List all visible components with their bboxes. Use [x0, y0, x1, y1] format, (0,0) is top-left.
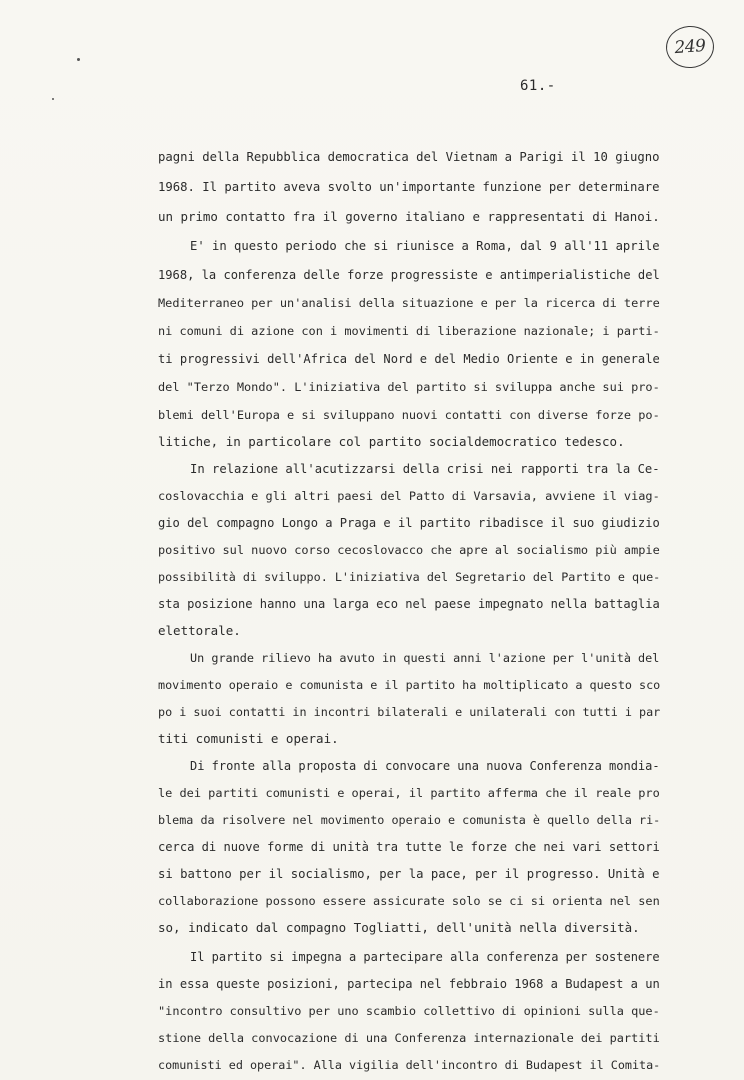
text-line: cerca di nuove forme di unità tra tutte le forze che nei vari settori [158, 840, 660, 854]
text-line: Mediterraneo per un'analisi della situazione e per la ricerca di terre [158, 296, 660, 310]
text-line: ni comuni di azione con i movimenti di liberazione nazionale; i parti- [158, 324, 660, 338]
text-line: In relazione all'acutizzarsi della crisi nei rapporti tra la Ce- [190, 462, 660, 476]
text-line: coslovacchia e gli altri paesi del Patto di Varsavia, avviene il viag- [158, 489, 660, 503]
text-line: Il partito si impegna a partecipare alla conferenza per sostenere [190, 950, 660, 964]
text-line: ti progressivi dell'Africa del Nord e del Medio Oriente e in generale [158, 352, 660, 366]
text-line: comunisti ed operai". Alla vigilia dell'incontro di Budapest il Comita- [158, 1058, 661, 1072]
archive-number-stamp: 249 [665, 24, 716, 69]
text-line: po i suoi contatti in incontri bilaterali e unilaterali con tutti i par [158, 705, 661, 719]
page-number: 61.- [520, 78, 556, 94]
text-line: le dei partiti comunisti e operai, il partito afferma che il reale pro [158, 786, 660, 800]
text-line: so, indicato dal compagno Togliatti, dell'unità nella diversità. [158, 920, 640, 935]
text-line: gio del compagno Longo a Praga e il partito ribadisce il suo giudizio [158, 516, 660, 530]
text-line: del "Terzo Mondo". L'iniziativa del partito si sviluppa anche sui pro- [158, 380, 660, 394]
text-line: sta posizione hanno una larga eco nel paese impegnato nella battaglia [158, 597, 660, 611]
text-line: blemi dell'Europa e si sviluppano nuovi contatti con diverse forze po- [158, 408, 660, 422]
text-line: titi comunisti e operai. [158, 731, 339, 746]
text-line: positivo sul nuovo corso cecoslovacco che apre al socialismo più ampie [158, 543, 660, 557]
text-line: pagni della Repubblica democratica del Vietnam a Parigi il 10 giugno [158, 150, 660, 164]
text-line: Un grande rilievo ha avuto in questi anni l'azione per l'unità del [190, 651, 660, 665]
text-line: un primo contatto fra il governo italiano e rappresentati di Hanoi. [158, 209, 660, 224]
text-line: blema da risolvere nel movimento operaio e comunista è quello della ri- [158, 813, 661, 827]
ink-speck [77, 58, 80, 61]
text-line: si battono per il socialismo, per la pace, per il progresso. Unità e [158, 867, 660, 881]
ink-speck [52, 98, 54, 100]
text-line: Di fronte alla proposta di convocare una nuova Conferenza mondia- [190, 759, 660, 773]
text-line: stione della convocazione di una Conferenza internazionale dei partiti [158, 1031, 660, 1045]
text-line: movimento operaio e comunista e il partito ha moltiplicato a questo sco [158, 678, 661, 692]
text-line: "incontro consultivo per uno scambio collettivo di opinioni sulla que- [158, 1004, 660, 1018]
text-line: 1968. Il partito aveva svolto un'importante funzione per determinare [158, 180, 660, 194]
text-line: elettorale. [158, 623, 241, 638]
text-line: litiche, in particolare col partito socialdemocratico tedesco. [158, 434, 625, 449]
text-line: E' in questo periodo che si riunisce a Roma, dal 9 all'11 aprile [190, 239, 660, 253]
text-line: in essa queste posizioni, partecipa nel febbraio 1968 a Budapest a un [158, 977, 660, 991]
text-line: possibilità di sviluppo. L'iniziativa del Segretario del Partito e que- [158, 570, 661, 584]
text-line: 1968, la conferenza delle forze progressiste e antimperialistiche del [158, 268, 660, 282]
text-line: collaborazione possono essere assicurate solo se ci si orienta nel sen [158, 894, 660, 908]
